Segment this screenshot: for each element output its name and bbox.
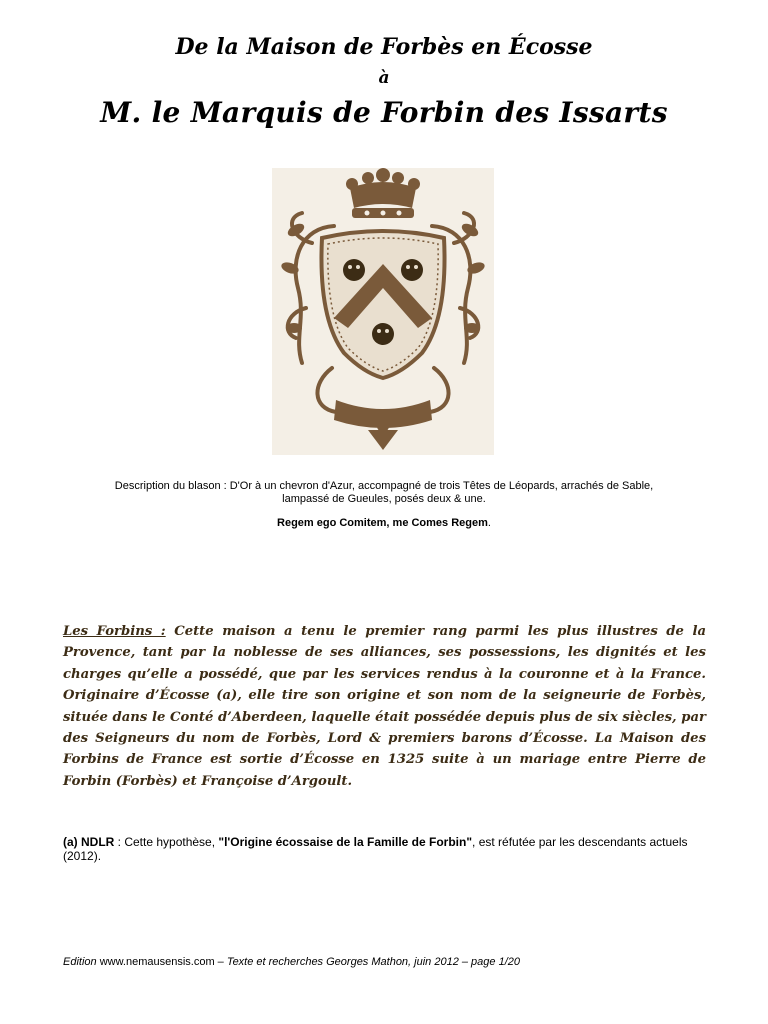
blazon-description <box>80 480 688 506</box>
paragraph-lead: Les Forbins : <box>63 624 166 639</box>
document-title: De la Maison de Forbès en Écosse <box>175 34 593 60</box>
editor-note <box>63 835 706 863</box>
body-paragraph <box>63 621 706 792</box>
note-label: (a) NDLR <box>63 835 115 849</box>
motto-text: Regem ego Comitem, me Comes Regem <box>277 517 488 529</box>
blazon-description-line2: lampassé de Gueules, posés deux & une. <box>282 493 486 505</box>
footer-site: www.nemausensis.com – <box>96 956 227 968</box>
blazon-description-line1: Description du blason : D'Or à un chevron d'Azur, accompagné de trois Têtes de Léopards, arrachés de Sable, <box>114 480 654 492</box>
page-footer <box>63 956 723 968</box>
note-post: , est réfutée par les descendants actuels (2012). <box>63 835 688 863</box>
footer-credits: Texte et recherches Georges Mathon, juin 2012 – page 1/20 <box>226 956 520 968</box>
title-connector: à <box>378 68 390 88</box>
motto-period: . <box>487 517 491 529</box>
document-subtitle: M. le Marquis de Forbin des Issarts <box>100 96 668 129</box>
family-motto <box>0 517 768 529</box>
paragraph-text: Cette maison a tenu le premier rang parmi les plus illustres de la Provence, tant par la noblesse de ses alliances, ses possessions, les dignités et les charges qu’elle a possédé, que par les services rendus à la couronne et à la France. Originaire d’Écosse (a), elle tire son origine et son nom de la seigneurie de Forbès, située dans le Conté d’Aberdeen, laquelle était possédée depuis plus de six siècles, par des Seigneurs du nom de Forbès, Lord & premiers barons d’Écosse. La Maison des Forbins de France est sortie d’Écosse en 1325 suite à un mariage entre Pierre de Forbin (Forbès) et Françoise d’Argoult. <box>63 624 706 789</box>
note-pre: : Cette hypothèse, <box>114 835 219 849</box>
footer-edition: Edition <box>63 956 97 968</box>
coat-of-arms-icon <box>272 168 494 455</box>
note-quote: "l'Origine écossaise de la Famille de Forbin" <box>218 835 473 849</box>
